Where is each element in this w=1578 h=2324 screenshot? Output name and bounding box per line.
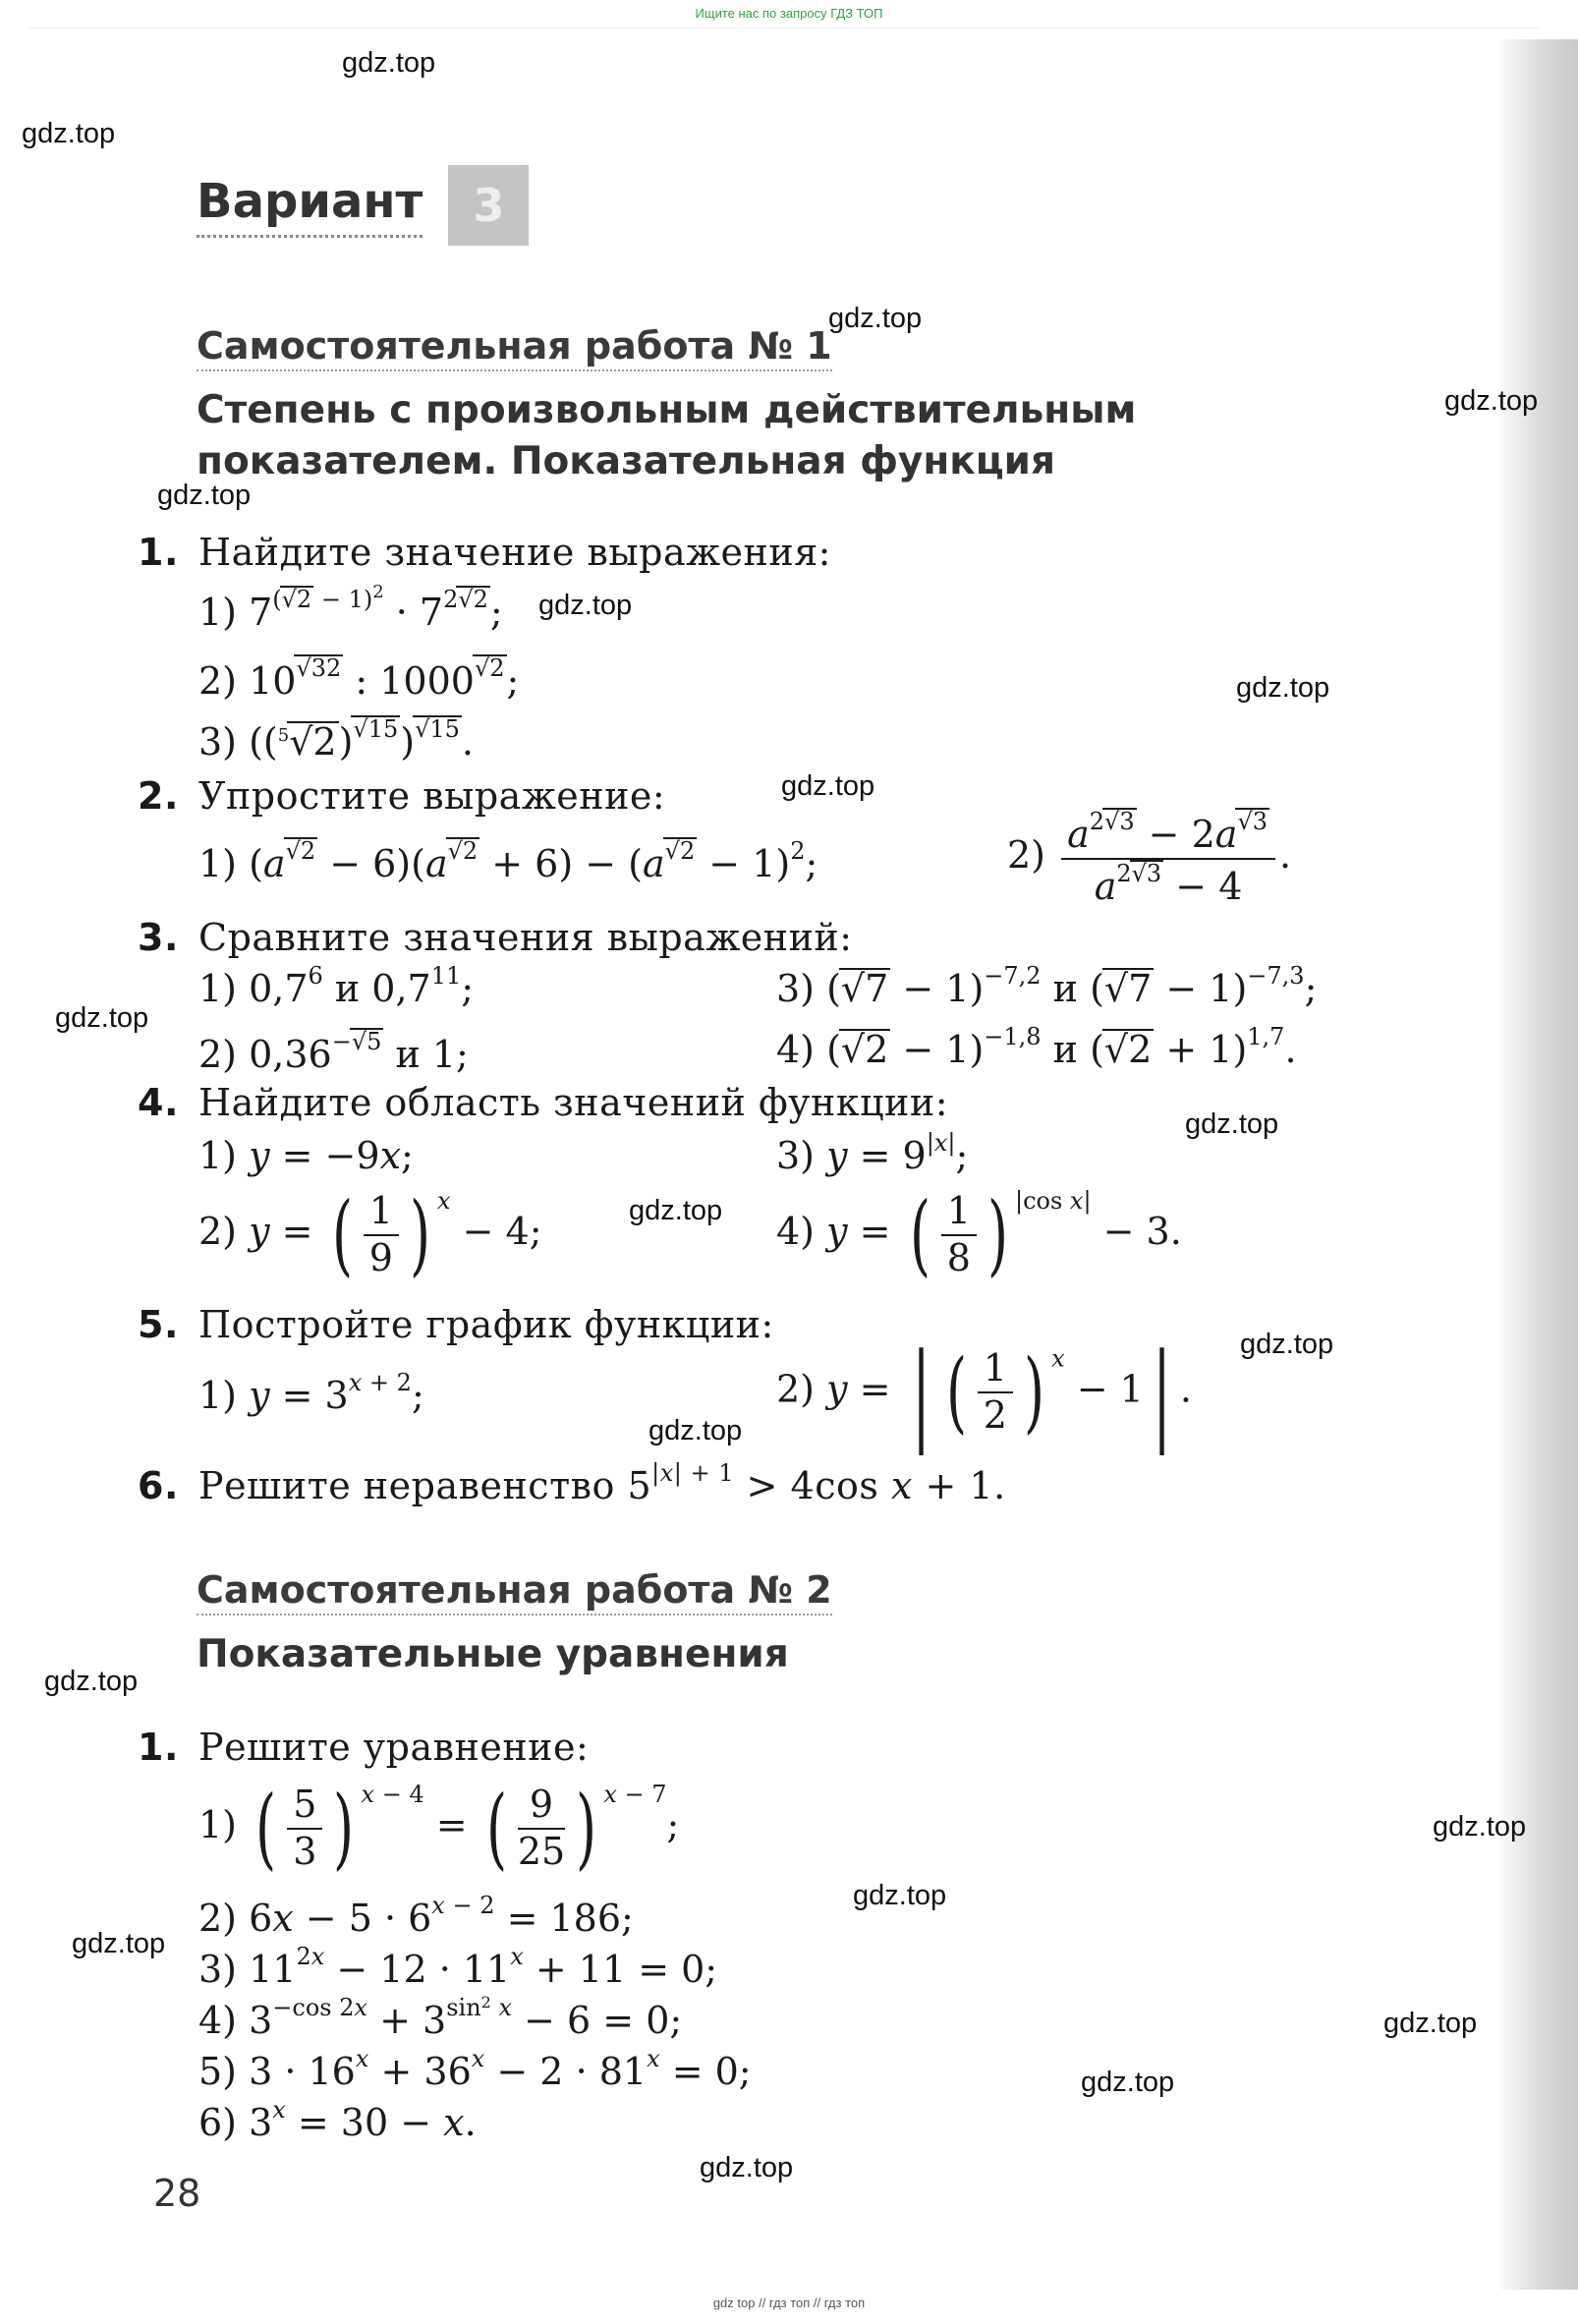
task-3-item-3: 3) $(√7 - 1)^{-7,2}$ и $(√7 - 1)^{-7,3}$; bbox=[776, 962, 1318, 1010]
task-5-item-1: 1) $y = 3^{x + 2}$; bbox=[198, 1369, 424, 1417]
work2-task-1-item-6: 6) $3^x = 30 - x$. bbox=[198, 2096, 477, 2144]
watermark: gdz.top bbox=[157, 480, 252, 511]
task-3-item-2: 2) $0,36^{-√5}$ и 1; bbox=[198, 1028, 469, 1076]
task-4-item-1: 1) y = −9x; bbox=[198, 1134, 414, 1177]
watermark: gdz.top bbox=[1444, 385, 1539, 417]
watermark: gdz.top bbox=[55, 1002, 149, 1034]
task-1-item-1: 1) $7^{(√2 - 1)^2} \cdot 7^{2√2}$; bbox=[198, 582, 503, 634]
watermark: gdz.top bbox=[781, 770, 875, 802]
watermark: gdz.top bbox=[1240, 1329, 1334, 1360]
task-2-item-2: 2) $\frac{a^{2√3} - 2a^{√3}}{a^{2√3} - 4}$ . bbox=[1007, 808, 1292, 908]
watermark: gdz.top bbox=[853, 1880, 947, 1911]
task-text: Сравните значения выражений: bbox=[198, 916, 853, 959]
work1-topic-line1: Степень с произвольным действительным bbox=[197, 388, 1137, 432]
task-5-item-2: 2) y = | ( $\frac{1}{2}$ ) $^x$ − 1| . bbox=[776, 1330, 1192, 1455]
watermark: gdz.top bbox=[1433, 1811, 1527, 1842]
task-4-item-3: 3) $y = 9^{|x|}$; bbox=[776, 1129, 969, 1177]
bottom-links[interactable]: gdz top // гдз топ // гдз топ bbox=[712, 2296, 866, 2310]
watermark: gdz.top bbox=[538, 590, 633, 621]
task-6: 6. Решите неравенство $5^{|x| + 1} > 4\cos$ x + 1. bbox=[138, 1459, 1006, 1507]
task-3-item-1: 1) $0,7^6$ и $0,7^{11}$; bbox=[198, 962, 475, 1010]
top-search-hint[interactable]: Ищите нас по запросу ГДЗ ТОП bbox=[695, 6, 883, 21]
task-3 bbox=[138, 916, 853, 959]
watermark: gdz.top bbox=[1185, 1108, 1279, 1140]
watermark: gdz.top bbox=[648, 1415, 743, 1446]
watermark: gdz.top bbox=[1383, 2008, 1478, 2039]
watermark: gdz.top bbox=[828, 303, 923, 334]
watermark: gdz.top bbox=[22, 118, 116, 149]
task-2-item-1: 1) $(a^{√2} - 6)(a^{√2} + 6) - (a^{√2} - 1)^2$; bbox=[198, 837, 818, 885]
watermark: gdz.top bbox=[342, 47, 436, 79]
task-number: 1. bbox=[138, 1726, 179, 1769]
work2-topic: Показательные уравнения bbox=[197, 1632, 789, 1676]
task-2 bbox=[138, 774, 665, 818]
task-text: Решите неравенство bbox=[198, 1464, 615, 1507]
task-1-item-3: 3) $((^5√2)^{√15})^{√15}$. bbox=[198, 715, 475, 764]
variant-number-badge: 3 bbox=[448, 165, 529, 246]
variant-heading bbox=[197, 165, 529, 254]
task-1 bbox=[138, 531, 831, 574]
watermark: gdz.top bbox=[629, 1195, 723, 1226]
task-text: Найдите область значений функции: bbox=[198, 1081, 949, 1124]
work1-topic-line2: показателем. Показательная функция bbox=[197, 439, 1056, 483]
work2-task-1-item-2: 2) $6x - 5 \cdot 6^{x - 2} = 186$; bbox=[198, 1892, 634, 1940]
page-edge-shadow bbox=[1499, 39, 1578, 2290]
task-5 bbox=[138, 1303, 774, 1346]
task-number: 3. bbox=[138, 916, 179, 959]
task-4-item-4: 4) y = ( $\frac{1}{8}$ ) $^{|cos x|}$ − 3. bbox=[776, 1182, 1182, 1286]
watermark: gdz.top bbox=[44, 1666, 139, 1697]
page-number: 28 bbox=[153, 2172, 201, 2215]
task-number: 5. bbox=[138, 1303, 179, 1346]
task-4 bbox=[138, 1081, 948, 1124]
task-text: Найдите значение выражения: bbox=[198, 531, 831, 574]
task-1-item-2: 2) $10^{√32}$ : $1000^{√2}$; bbox=[198, 654, 520, 703]
task-number: 2. bbox=[138, 774, 179, 818]
work2-title: Самостоятельная работа № 2 bbox=[197, 1568, 832, 1615]
work2-task-1-item-1: 1) ( $\frac{5}{3}$ ) $^{x - 4}$ = ( $\frac{9}{25}$ ) $^{x - 7}$; bbox=[198, 1776, 680, 1880]
work2-task-1 bbox=[138, 1726, 589, 1769]
task-text: Решите уравнение: bbox=[198, 1726, 590, 1769]
work2-task-1-item-3: 3) $11^{2x} - 12 \cdot 11^x + 11 = 0$; bbox=[198, 1943, 718, 1991]
watermark: gdz.top bbox=[1081, 2067, 1175, 2098]
task-number: 1. bbox=[138, 531, 179, 574]
task-text: Упростите выражение: bbox=[198, 774, 666, 818]
variant-title: Вариант bbox=[197, 174, 423, 238]
task-number: 4. bbox=[138, 1081, 179, 1124]
work2-task-1-item-5: 5) $3 \cdot 16^x + 36^x - 2 \cdot 81^x = 0$; bbox=[198, 2045, 752, 2093]
work2-task-1-item-4: 4) $3^{-cos 2x} + 3^{sin^2 x} - 6 = 0$; bbox=[198, 1993, 683, 2042]
work1-title: Самостоятельная работа № 1 bbox=[197, 324, 832, 371]
watermark: gdz.top bbox=[1236, 672, 1330, 704]
task-3-item-4: 4) $(√2 - 1)^{-1,8}$ и $(√2 + 1)^{1,7}$. bbox=[776, 1023, 1297, 1071]
watermark: gdz.top bbox=[72, 1928, 166, 1959]
task-4-item-2: 2) y = ( $\frac{1}{9}$ ) $^x$ − 4; bbox=[198, 1182, 542, 1286]
watermark: gdz.top bbox=[700, 2152, 794, 2183]
task-number: 6. bbox=[138, 1464, 179, 1507]
task-text: Постройте график функции: bbox=[198, 1303, 774, 1346]
